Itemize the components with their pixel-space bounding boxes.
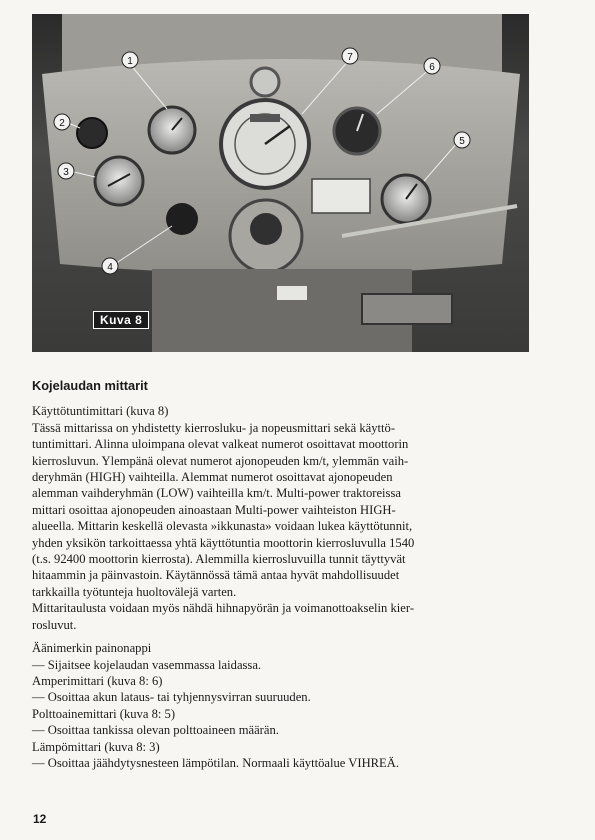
callout-2: 2 bbox=[59, 118, 65, 129]
text-line: Mittaritaulusta voidaan myös nähdä hihnapyörän ja voimanottoakselin kier- bbox=[32, 601, 415, 616]
text-line: deryhmän (HIGH) vaihteilla. Alemmat numerot osoittavat ajonopeuden bbox=[32, 470, 393, 485]
text-line: — Sijaitsee kojelaudan vasemmassa laidassa. bbox=[32, 657, 262, 672]
block-temperature-gauge bbox=[32, 739, 529, 772]
callout-4: 4 bbox=[107, 262, 113, 273]
text-line: yhden yksikön tarkoittaessa yhtä käyttötuntia moottorin kierrosluvulla 1540 bbox=[32, 535, 415, 550]
text-line: — Osoittaa jäähdytysnesteen lämpötilan. Normaali käyttöalue VIHREÄ. bbox=[32, 755, 399, 770]
warning-lamp bbox=[251, 68, 279, 96]
figure-label: Kuva 8 bbox=[93, 311, 149, 329]
callout-1: 1 bbox=[127, 56, 133, 67]
text-line: — Osoittaa akun lataus- tai tyhjennysvirran suuruuden. bbox=[32, 690, 311, 705]
callout-5: 5 bbox=[459, 136, 465, 147]
text-line: — Osoittaa tankissa olevan polttoaineen määrän. bbox=[32, 723, 279, 738]
text-line: alueella. Mittarin keskellä olevasta »ikkunasta» voidaan lukea käyttötunnit, bbox=[32, 519, 413, 534]
throttle-knob bbox=[166, 203, 198, 235]
text-line: tarkkailla työtunteja huoltovälejä varten. bbox=[32, 584, 237, 599]
text-line: hitaammin ja päinvastoin. Käytännössä tämä antaa hyvät mahdollisuudet bbox=[32, 568, 400, 583]
callout-6: 6 bbox=[429, 62, 435, 73]
pedal bbox=[362, 294, 452, 324]
block-title: Äänimerkin painonappi bbox=[32, 641, 152, 656]
block-title: Käyttötuntimittari (kuva 8) bbox=[32, 404, 169, 419]
document-content bbox=[32, 378, 529, 771]
block-title: Amperimittari (kuva 8: 6) bbox=[32, 673, 163, 688]
section-heading: Kojelaudan mittarit bbox=[32, 378, 148, 393]
text-line: alemman vaihderyhmän (LOW) vaihteilla km/t. Multi-power traktoreissa bbox=[32, 486, 401, 501]
text-line: Tässä mittarissa on yhdistetty kierrosluku- ja nopeusmittari sekä käyttö- bbox=[32, 420, 396, 435]
block-hour-meter bbox=[32, 403, 529, 633]
text-line: rosluvut. bbox=[32, 617, 77, 632]
block-title: Lämpömittari (kuva 8: 3) bbox=[32, 739, 160, 754]
callout-7: 7 bbox=[347, 52, 353, 63]
callout-3: 3 bbox=[63, 167, 69, 178]
horn-button bbox=[77, 118, 107, 148]
dashboard-illustration bbox=[32, 14, 529, 352]
block-title: Polttoainemittari (kuva 8: 5) bbox=[32, 706, 176, 721]
block-ammeter bbox=[32, 673, 529, 706]
block-fuel-gauge bbox=[32, 706, 529, 739]
text-line: (t.s. 92400 moottorin kierrosta). Alemmilla kierrosluvuilla tunnit täyttyvät bbox=[32, 552, 406, 567]
text-line: kierrosluvun. Ylempänä olevat numerot ajonopeuden km/t, ylemmän vaih- bbox=[32, 453, 409, 468]
text-line: tuntimittari. Alinna uloimpana olevat valkeat numerot osoittavat moottorin bbox=[32, 437, 409, 452]
dashboard-photo bbox=[32, 14, 529, 352]
block-horn-button bbox=[32, 640, 529, 673]
page-number: 12 bbox=[33, 812, 47, 826]
instruction-plate bbox=[312, 179, 370, 213]
text-line: mittari osoittaa ajonopeuden ainoastaan Multi-power vaihteiston HIGH- bbox=[32, 502, 396, 517]
